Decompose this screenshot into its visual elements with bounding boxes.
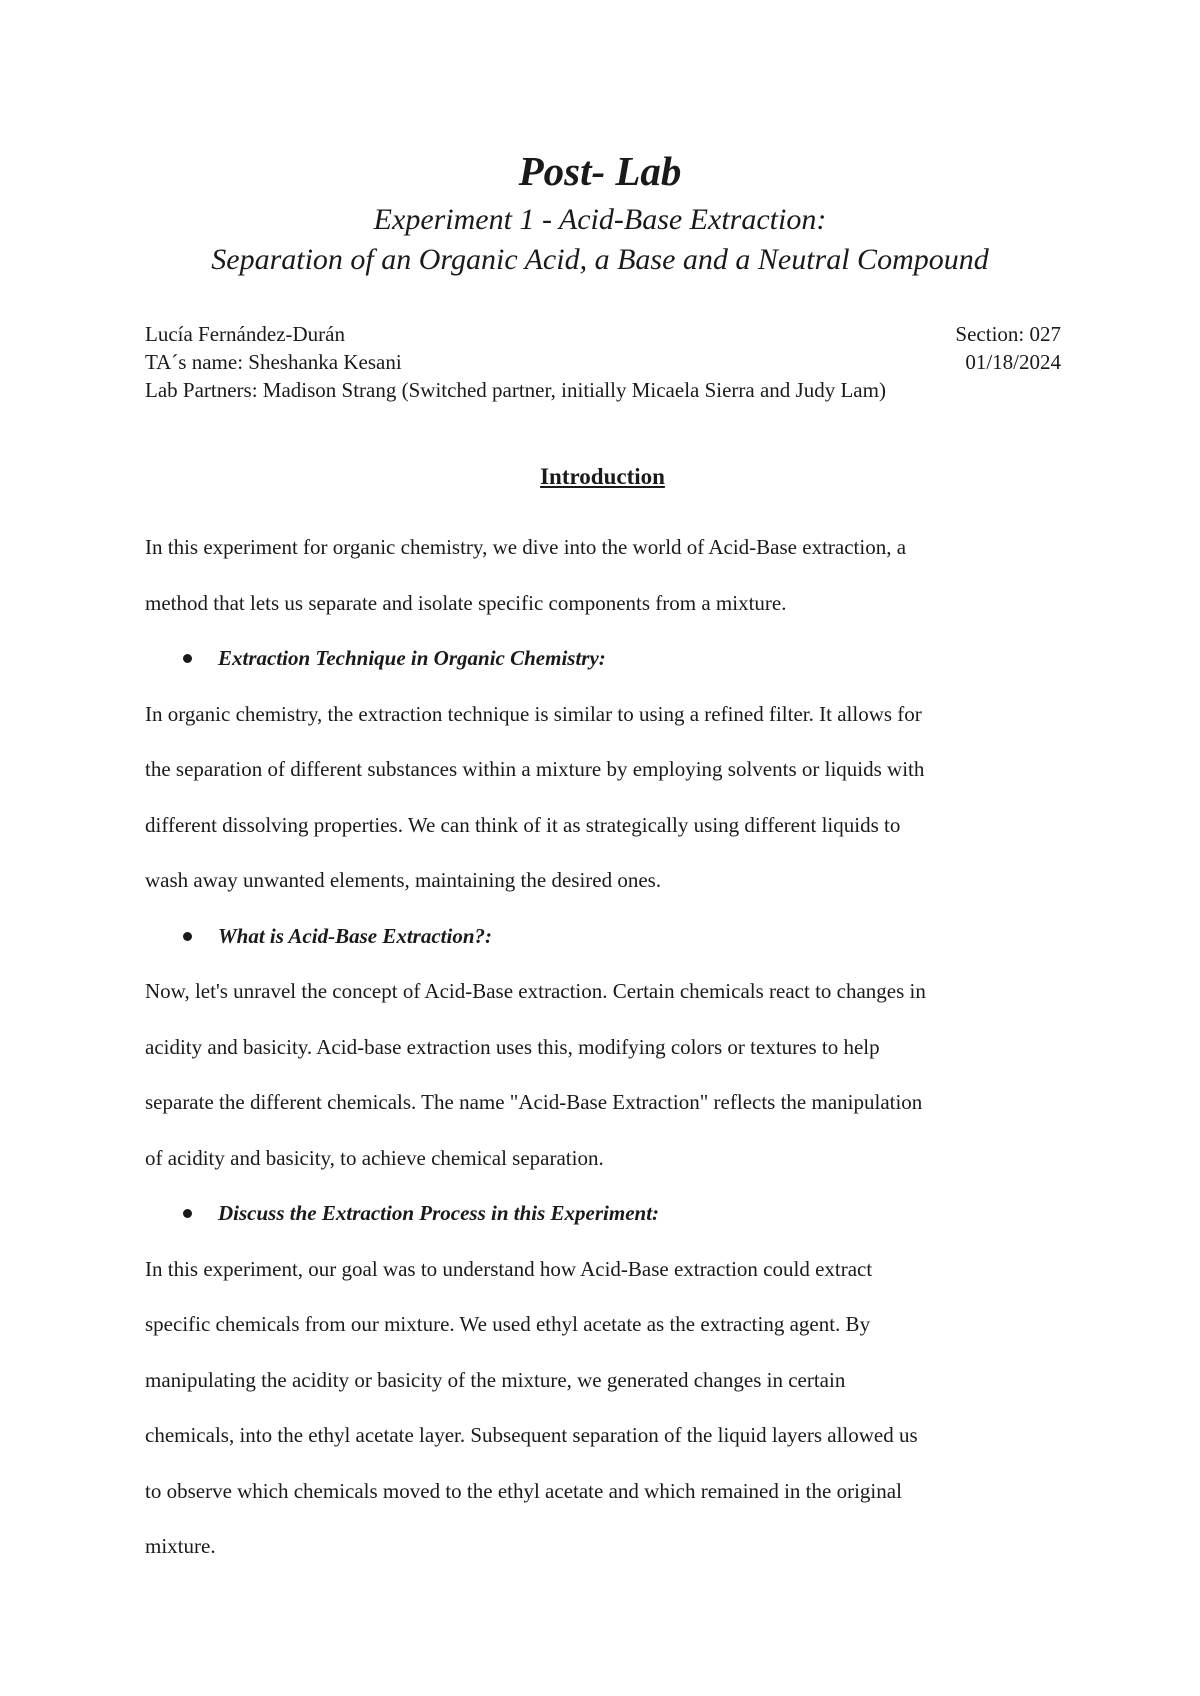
bullet-text: Extraction Technique in Organic Chemistry: — [218, 646, 606, 670]
bullet-acid-base-extraction — [145, 909, 1065, 965]
paragraph-line: different dissolving properties. We can think of it as strategically using different liquids to — [145, 812, 901, 837]
paragraph-line: Now, let's unravel the concept of Acid-Base extraction. Certain chemicals react to changes in — [145, 979, 926, 1003]
intro-paragraph — [145, 520, 1065, 631]
extraction-technique-paragraph — [145, 687, 1065, 909]
introduction-body — [145, 520, 1065, 1575]
paragraph-line: In this experiment, our goal was to understand how Acid-Base extraction could extract — [145, 1256, 873, 1281]
student-name: Lucía Fernández-Durán — [145, 322, 345, 346]
paragraph-line: method that lets us separate and isolate specific components from a mixture. — [145, 590, 787, 615]
bullet-dot-icon — [183, 932, 192, 941]
meta-row-lab-partners — [145, 376, 1061, 404]
paragraph-line: separate the different chemicals. The name "Acid-Base Extraction" reflects the manipulation — [145, 1090, 923, 1114]
document-subtitle-line-2: Separation of an Organic Acid, a Base and a Neutral Compound — [211, 243, 989, 276]
bullet-dot-icon — [183, 1209, 192, 1218]
paragraph-line: In this experiment for organic chemistry, we dive into the world of Acid-Base extraction, a — [145, 535, 907, 559]
introduction-heading: Introduction — [540, 464, 665, 489]
paragraph-line: wash away unwanted elements, maintaining the desired ones. — [145, 868, 662, 892]
paragraph-line: to observe which chemicals moved to the ethyl acetate and which remained in the original — [145, 1478, 902, 1503]
paragraph-line: chemicals, into the ethyl acetate layer. Subsequent separation of the liquid layers allowed us — [145, 1423, 918, 1447]
lab-partners: Lab Partners: Madison Strang (Switched partner, initially Micaela Sierra and Judy Lam) — [145, 378, 886, 402]
paragraph-line: specific chemicals from our mixture. We used ethyl acetate as the extracting agent. By — [145, 1312, 871, 1336]
meta-row-name-section — [145, 320, 1061, 348]
meta-row-ta-date — [145, 348, 1061, 376]
paragraph-line: the separation of different substances within a mixture by employing solvents or liquids with — [145, 757, 925, 781]
bullet-text: What is Acid-Base Extraction?: — [218, 923, 492, 948]
bullet-extraction-technique — [145, 631, 1065, 687]
report-date: 01/18/2024 — [965, 350, 1061, 374]
paragraph-line: manipulating the acidity or basicity of the mixture, we generated changes in certain — [145, 1367, 846, 1392]
ta-name: TA´s name: Sheshanka Kesani — [145, 350, 402, 374]
bullet-text: Discuss the Extraction Process in this Experiment: — [218, 1201, 660, 1225]
document-subtitle-line-1: Experiment 1 - Acid-Base Extraction: — [373, 203, 827, 236]
bullet-extraction-process — [145, 1186, 1065, 1242]
document-title: Post- Lab — [518, 148, 682, 194]
paragraph-line: In organic chemistry, the extraction technique is similar to using a refined filter. It allows for — [145, 701, 922, 726]
paragraph-line: of acidity and basicity, to achieve chemical separation. — [145, 1145, 604, 1170]
acid-base-paragraph — [145, 964, 1065, 1186]
bullet-dot-icon — [183, 654, 192, 663]
paragraph-line: acidity and basicity. Acid-base extraction uses this, modifying colors or textures to help — [145, 1034, 880, 1059]
section-number: Section: 027 — [955, 322, 1061, 346]
paragraph-line: mixture. — [145, 1534, 216, 1558]
extraction-process-paragraph — [145, 1242, 1065, 1575]
